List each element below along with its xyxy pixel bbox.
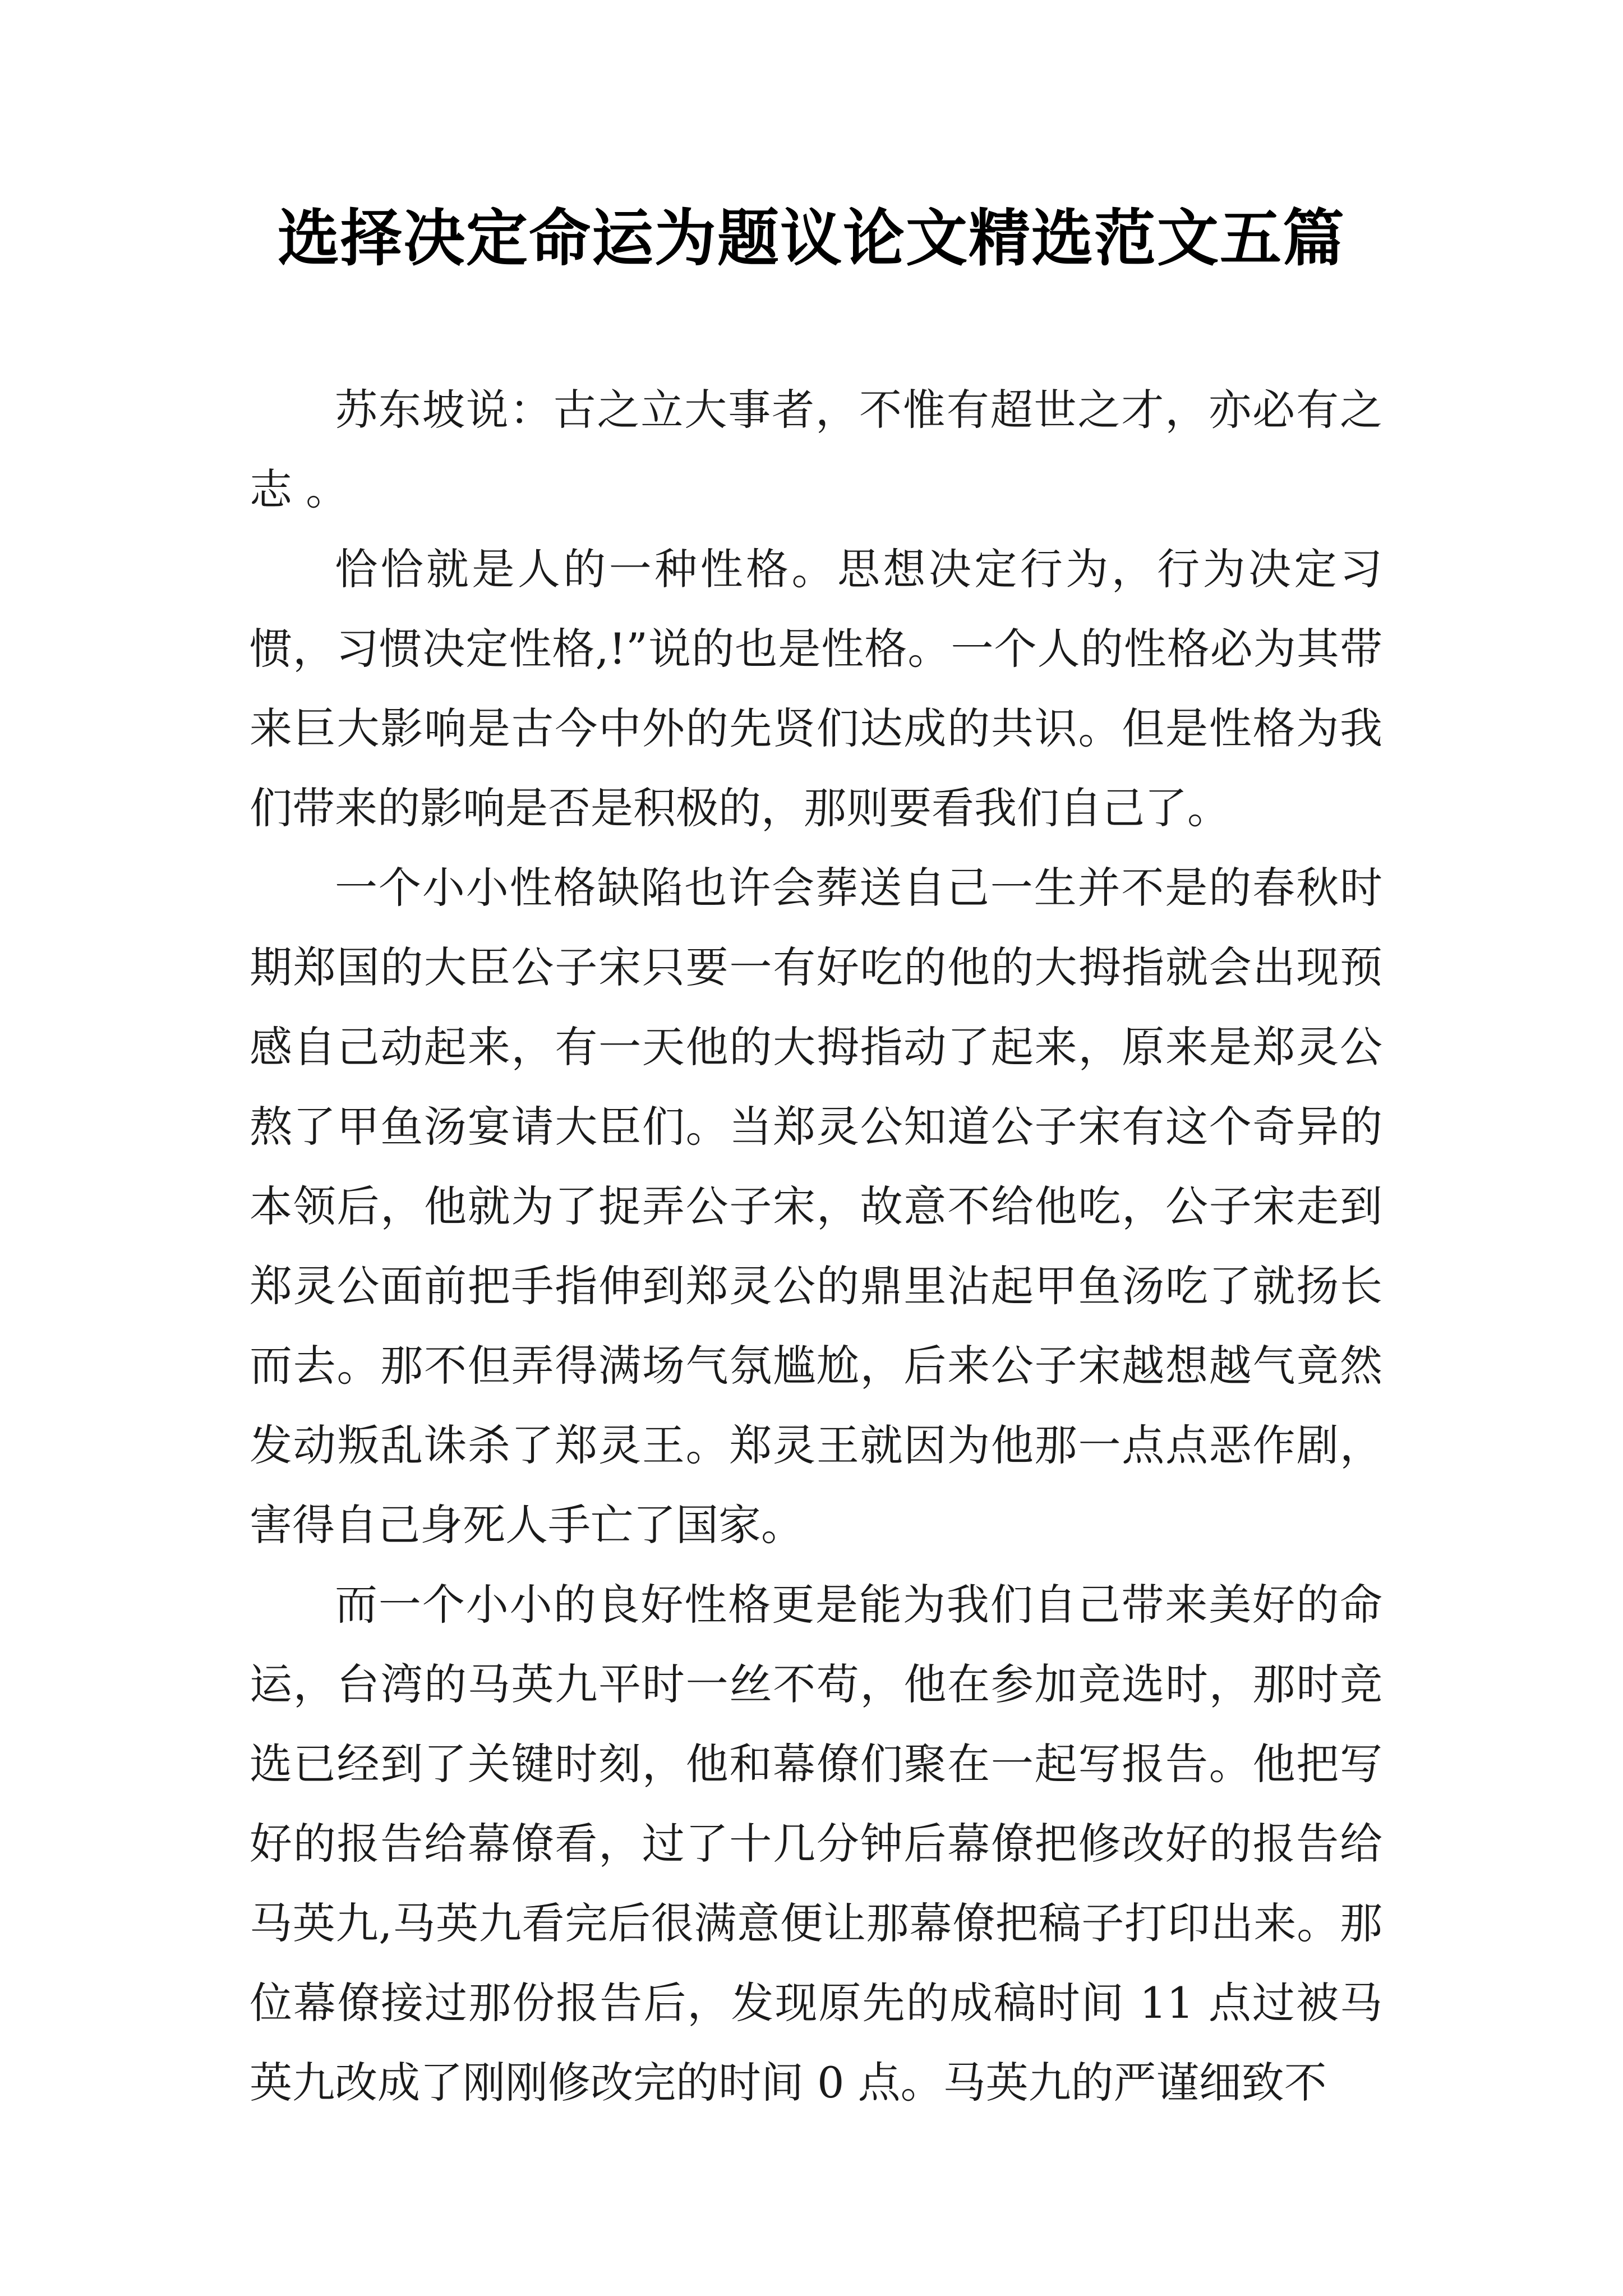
document-body bbox=[250, 370, 1382, 2123]
paragraph: 恰恰就是人的一种性格。思想决定行为，行为决定习惯，习惯决定性格,!”说的也是性格。一个人的性格必为其带来巨大影响是古今中外的先贤们达成的共识。但是性格为我们带来的影响是否是积极的，那则要看我们自己了。 bbox=[250, 544, 1382, 833]
paragraph: 一个小小性格缺陷也许会葬送自己一生并不是的春秋时期郑国的大臣公子宋只要一有好吃的他的大拇指就会出现预感自己动起来，有一天他的大拇指动了起来，原来是郑灵公熬了甲鱼汤宴请大臣们。当郑灵公知道公子宋有这个奇异的本领后，他就为了捉弄公子宋，故意不给他吃，公子宋走到郑灵公面前把手指伸到郑灵公的鼎里沾起甲鱼汤吃了就扬长而去。那不但弄得满场气氛尴尬，后来公子宋越想越气竟然发动叛乱诛杀了郑灵王。郑灵王就因为他那一点点恶作剧，害得自己身死人手亡了国家。 bbox=[250, 863, 1382, 1550]
paragraph: 而一个小小的良好性格更是能为我们自己带来美好的命运，台湾的马英九平时一丝不苟，他在参加竞选时，那时竞选已经到了关键时刻，他和幕僚们聚在一起写报告。他把写好的报告给幕僚看，过了十几分钟后幕僚把修改好的报告给马英九,马英九看完后很满意便让那幕僚把稿子打印出来。那位幕僚接过那份报告后，发现原先的成稿时间 11 点过被马英九改成了刚刚修改完的时间 0 点。马英九的严谨细致不 bbox=[250, 1580, 1382, 2108]
document-title: 选择决定命运为题议论文精选范文五篇 bbox=[278, 202, 1345, 274]
paragraph: 苏东坡说：古之立大事者，不惟有超世之才，亦必有之志 。 bbox=[250, 385, 1382, 514]
